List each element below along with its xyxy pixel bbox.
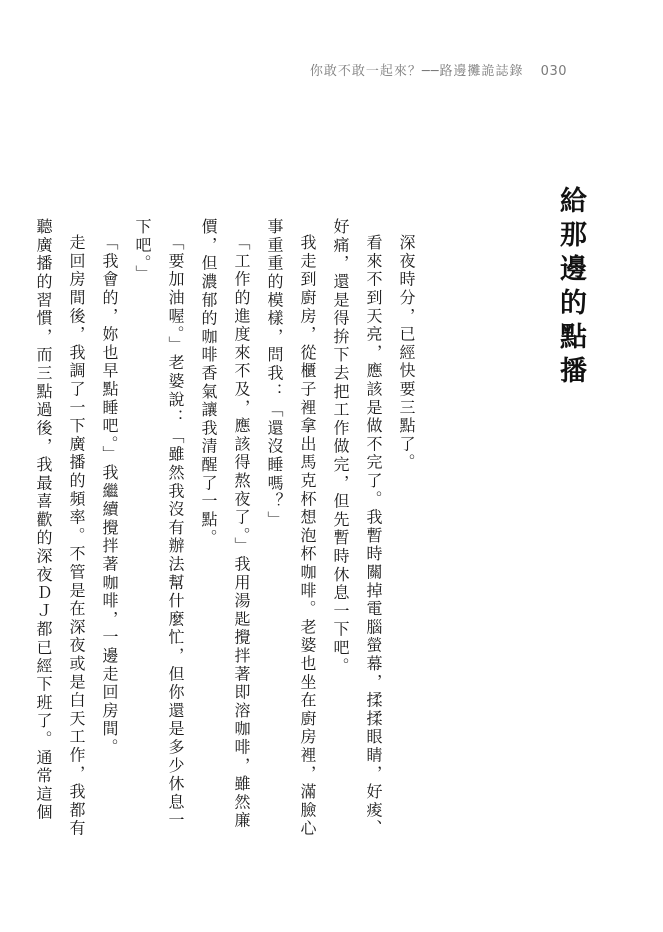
paragraph: 深夜時分，已經快要三點了。 (397, 234, 416, 472)
paragraph: 「工作的進度來不及，應該得熬夜了。」我用湯匙攪拌著即溶咖啡，雖然廉價，但濃郁的咖啡香氣讓我清醒了一點。 (199, 218, 251, 830)
paragraph: 走回房間後，我調了一下廣播的頻率。不管是在深夜或是白天工作，我都有聽廣播的習慣，而三點過後，我最喜歡的深夜ＤＪ都已經下班了。通常這個 (34, 218, 86, 838)
page-number: 030 (540, 64, 567, 79)
book-title: 你敢不敢一起來？──路邊攤詭誌錄 (309, 64, 524, 79)
running-header (310, 60, 567, 79)
paragraph: 「我會的，妳也早點睡吧。」我繼續攪拌著咖啡，一邊走回房間。 (100, 234, 119, 757)
paragraph: 「要加油喔。」老婆說：「雖然我沒有辦法幫什麼忙，但你還是多少休息一下吧。」 (133, 218, 185, 830)
paragraph: 看來不到天亮，應該是做不完了。我暫時關掉電腦螢幕，揉揉眼睛，好痠、好痛，還是得拚下去把工作做完，但先暫時休息一下吧。 (331, 218, 383, 838)
paragraph: 我走到廚房，從櫃子裡拿出馬克杯想泡杯咖啡。老婆也坐在廚房裡，滿臉心事重重的模樣，問我：「還沒睡嗎？」 (265, 218, 317, 838)
chapter-title: 給那邊的點播 (555, 186, 586, 390)
body-text (27, 218, 423, 838)
